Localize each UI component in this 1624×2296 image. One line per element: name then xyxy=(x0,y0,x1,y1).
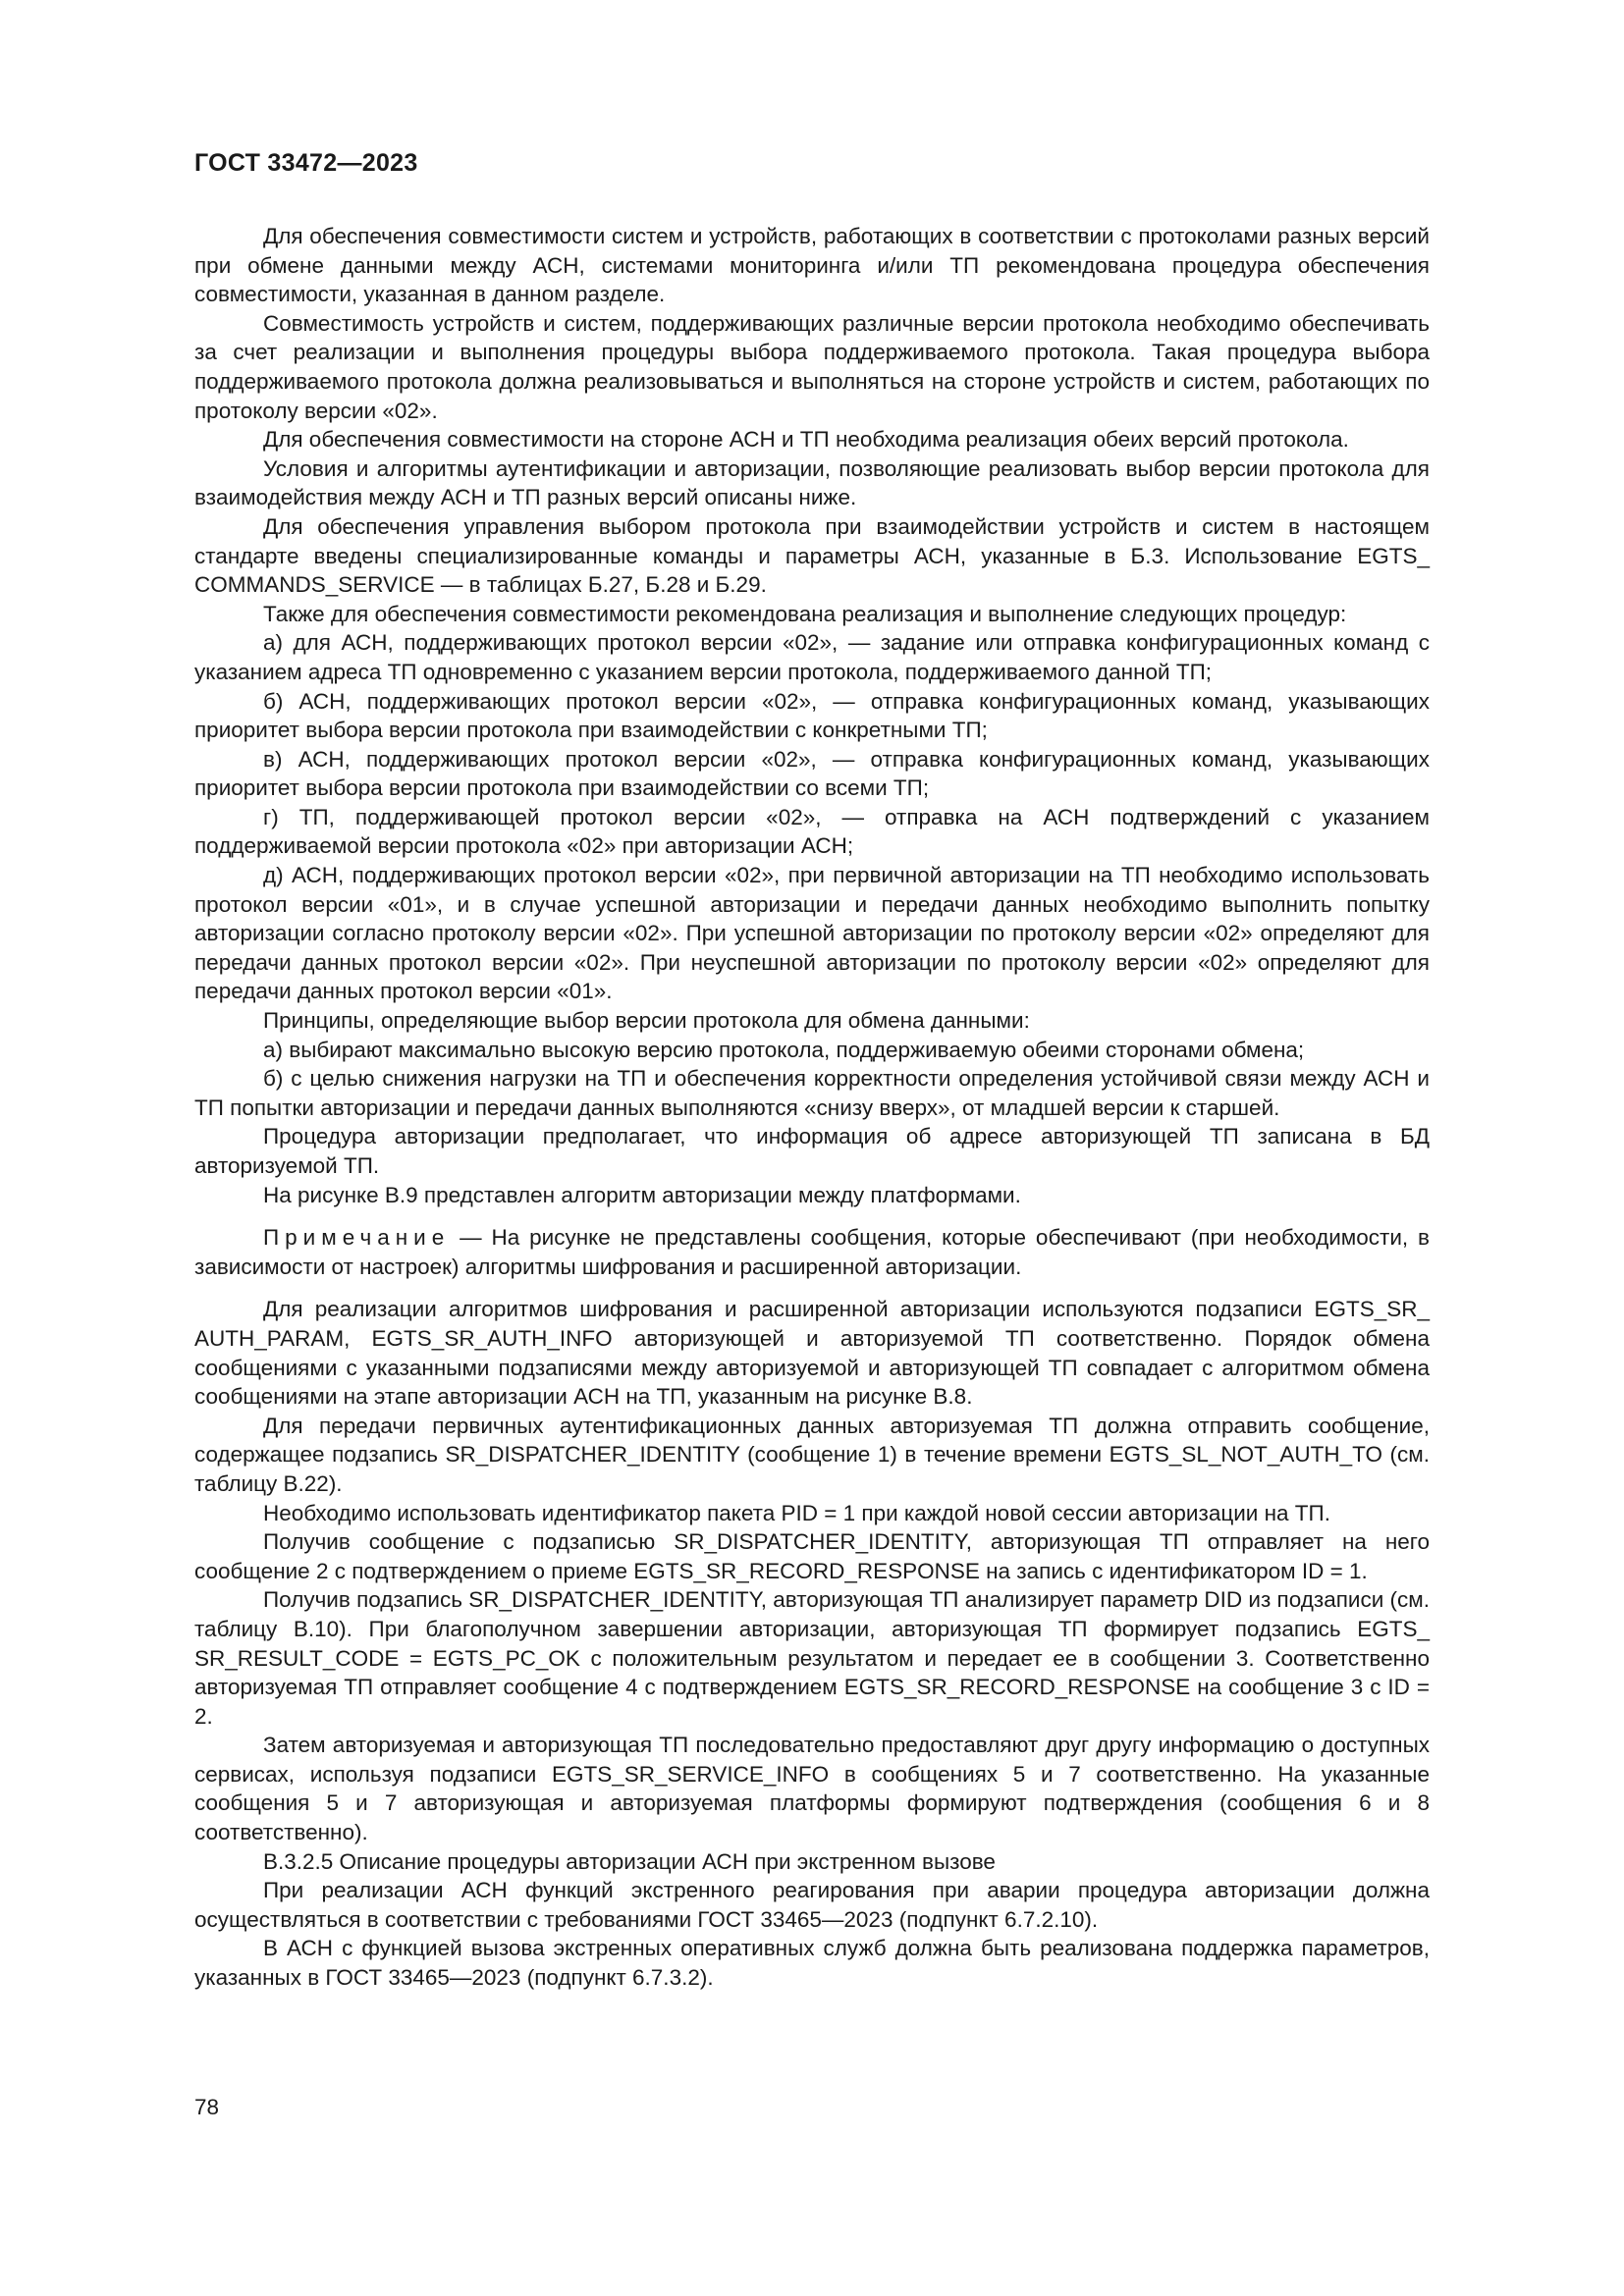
paragraph: Совместимость устройств и систем, поддерживающих различные версии протокола необходимо обеспечивать за счет реализации и выполнения процедуры выбора поддерживаемого протокола. Такая процедура выбора поддерживаемого протокола должна реализовываться и выполняться на стороне устройств и систем, работающих по протоколу версии «02». xyxy=(194,310,1430,423)
paragraph: Для обеспечения управления выбором протокола при взаимодействии устройств и систем в настоящем стандарте введены специализированные команды и параметры АСН, указанные в Б.3. Использование EGTS_ COMMANDS_SERVICE — в таблицах Б.27, Б.28 и Б.29. xyxy=(194,513,1430,598)
paragraph: В АСН с функцией вызова экстренных оперативных служб должна быть реализована поддержка параметров, указанных в ГОСТ 33465—2023 (подпункт 6.7.3.2). xyxy=(194,1936,1430,1991)
document-body xyxy=(194,222,1430,1993)
paragraph: Также для обеспечения совместимости рекомендована реализация и выполнение следующих процедур: xyxy=(263,601,1347,626)
list-item: а) выбирают максимально высокую версию протокола, поддерживаемую обеими сторонами обмена; xyxy=(263,1037,1305,1062)
paragraph: Получив подзапись SR_DISPATCHER_IDENTITY, авторизующая ТП анализирует параметр DID из подзаписи (см. таблицу В.10). При благополучном завершении авторизации, авторизующая ТП формирует подзапись EGTS_ SR_RESULT_CODE = EGTS_PC_OK с положительным результатом и передает ее в сообщении 3. Соответственно авторизуемая ТП отправляет сообщение 4 с подтверждением EGTS_SR_RECORD_RESPONSE на сообщение 3 с ID = 2. xyxy=(194,1587,1430,1729)
paragraph: Затем авторизуемая и авторизующая ТП последовательно предоставляют друг другу информацию о доступных сервисах, используя подзаписи EGTS_SR_SERVICE_INFO в сообщениях 5 и 7 соответственно. На указанные сообщения 5 и 7 авторизующая и авторизуемая платформы формируют подтверждения (сообщения 6 и 8 соответственно). xyxy=(194,1733,1430,1845)
paragraph: Процедура авторизации предполагает, что информация об адресе авторизующей ТП записана в БД авторизуемой ТП. xyxy=(194,1124,1430,1178)
document-header: ГОСТ 33472—2023 xyxy=(194,149,418,177)
list-item: б) с целью снижения нагрузки на ТП и обеспечения корректности определения устойчивой связи между АСН и ТП попытки авторизации и передачи данных выполняются «снизу вверх», от младшей версии к старшей. xyxy=(194,1066,1430,1120)
paragraph: При реализации АСН функций экстренного реагирования при аварии процедура авторизации должна осуществляться в соответствии с требованиями ГОСТ 33465—2023 (подпункт 6.7.2.10). xyxy=(194,1878,1430,1932)
paragraph: Принципы, определяющие выбор версии протокола для обмена данными: xyxy=(263,1008,1030,1034)
list-item: в) АСН, поддерживающих протокол версии «02», — отправка конфигурационных команд, указывающих приоритет выбора версии протокола при взаимодействии со всеми ТП; xyxy=(194,746,1430,801)
list-item: а) для АСН, поддерживающих протокол версии «02», — задание или отправка конфигурационных команд с указанием адреса ТП одновременно с указанием версии протокола, поддерживаемого данной ТП; xyxy=(194,630,1430,684)
page-number: 78 xyxy=(194,2095,220,2119)
list-item: г) ТП, поддерживающей протокол версии «02», — отправка на АСН подтверждений с указанием поддерживаемой версии протокола «02» при авторизации АСН; xyxy=(194,804,1430,859)
paragraph: Условия и алгоритмы аутентификации и авторизации, позволяющие реализовать выбор версии протокола для взаимодействия между АСН и ТП разных версий описаны ниже. xyxy=(194,455,1430,510)
paragraph: Получив сообщение с подзаписью SR_DISPATCHER_IDENTITY, авторизующая ТП отправляет на него сообщение 2 с подтверждением о приеме EGTS_SR_RECORD_RESPONSE на запись с идентификатором ID = 1. xyxy=(194,1529,1430,1583)
note xyxy=(194,1223,1430,1281)
section-heading: В.3.2.5 Описание процедуры авторизации АСН при экстренном вызове xyxy=(263,1848,996,1874)
note-text: — На рисунке не представлены сообщения, которые обеспечивают (при необходимости, в зависимости от настроек) алгоритмы шифрования и расширенной авторизации. xyxy=(194,1225,1430,1279)
paragraph: Необходимо использовать идентификатор пакета PID = 1 при каждой новой сессии авторизации на ТП. xyxy=(263,1500,1330,1525)
paragraph: На рисунке В.9 представлен алгоритм авторизации между платформами. xyxy=(263,1182,1021,1207)
paragraph: Для передачи первичных аутентификационных данных авторизуемая ТП должна отправить сообщение, содержащее подзапись SR_DISPATCHER_IDENTITY (сообщение 1) в течение времени EGTS_SL_NOT_AUTH_TO (см. таблицу В.22). xyxy=(194,1413,1430,1496)
list-item: д) АСН, поддерживающих протокол версии «02», при первичной авторизации на ТП необходимо использовать протокол версии «01», и в случае успешной авторизации и передачи данных необходимо выполнить попытку авторизации согласно протоколу версии «02». При успешной авторизации по протоколу версии «02» определяют для передачи данных протокол версии «02». При неуспешной авторизации по протоколу версии «02» определяют для передачи данных протокол версии «01». xyxy=(194,863,1430,1004)
paragraph: Для обеспечения совместимости на стороне АСН и ТП необходима реализация обеих версий протокола. xyxy=(263,427,1349,453)
list-item: б) АСН, поддерживающих протокол версии «02», — отправка конфигурационных команд, указывающих приоритет выбора версии протокола при взаимодействии с конкретными ТП; xyxy=(194,688,1430,743)
note-label: Примечание xyxy=(263,1225,451,1251)
paragraph: Для реализации алгоритмов шифрования и расширенной авторизации используются подзаписи EGTS_SR_ AUTH_PARAM, EGTS_SR_AUTH_INFO авторизующей и авторизуемой ТП соответственно. Порядок обмена сообщениями с указанными подзаписями между авторизуемой и авторизующей ТП совпадает с алгоритмом обмена сообщениями на этапе авторизации АСН на ТП, указанным на рисунке В.8. xyxy=(194,1297,1430,1410)
paragraph: Для обеспечения совместимости систем и устройств, работающих в соответствии с протоколами разных версий при обмене данными между АСН, системами мониторинга и/или ТП рекомендована процедура обеспечения совместимости, указанная в данном разделе. xyxy=(194,224,1430,307)
